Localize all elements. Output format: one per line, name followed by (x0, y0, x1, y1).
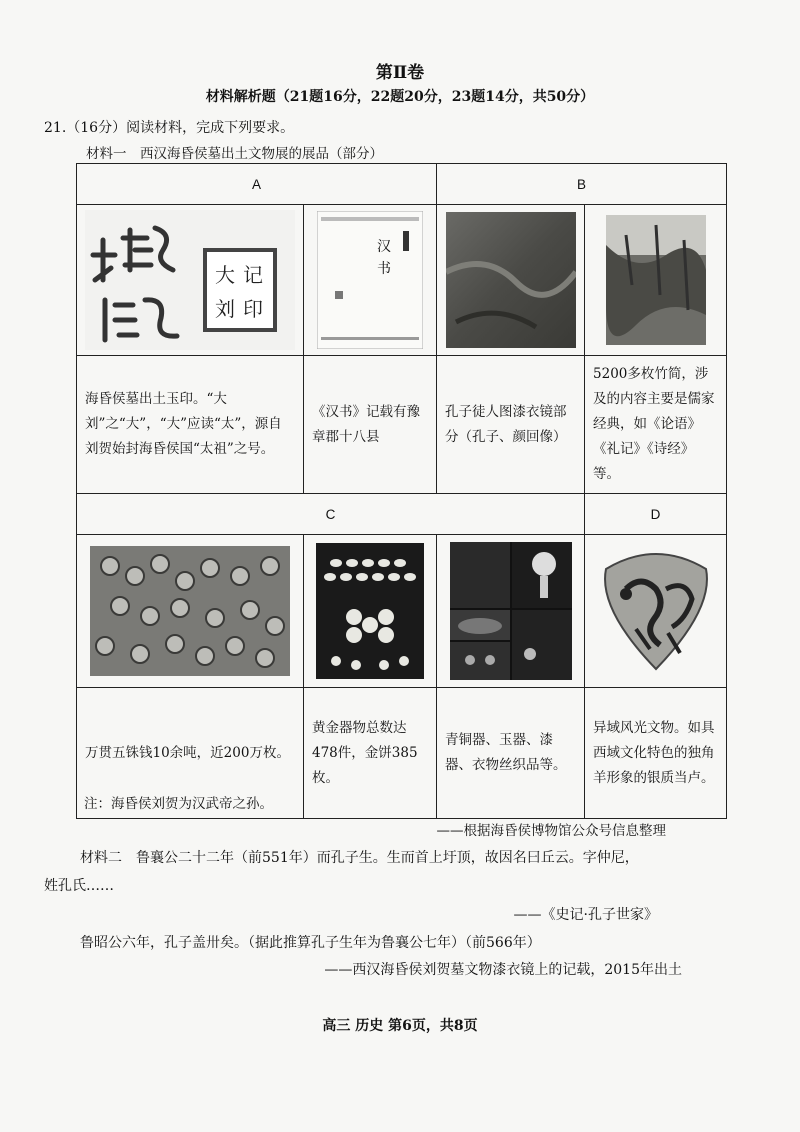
bamboo-slips-image (585, 205, 727, 356)
seal-char-ji: 记 (243, 263, 263, 287)
source-shiji: ——《史记·孔子世家》 (513, 907, 658, 923)
source-mirror-record: ——西汉海昏侯刘贺墓文物漆衣镜上的记载，2015年出土 (324, 962, 682, 978)
caption-coins: 万贯五铢钱10余吨，近200万枚。 (77, 688, 304, 819)
group-b-header: B (437, 164, 727, 205)
seal-char-big: 大 (215, 263, 235, 287)
group-c-header: C (77, 494, 585, 535)
page-footer: 高三 历史 第6页，共8页 (322, 1018, 478, 1034)
material1-title: 材料一 西汉海昏侯墓出土文物展的展品（部分） (86, 146, 383, 162)
material2-line1: 材料二 鲁襄公二十二年（前551年）而孔子生。生而首上圩顶，故因名曰丘云。字仲尼， (80, 850, 639, 866)
silver-danglu-image (585, 535, 727, 688)
caption-bamboo-slips: 5200多枚竹简，涉及的内容主要是儒家经典，如《论语》《礼记》《诗经》等。 (585, 356, 727, 494)
exhibit-table (76, 163, 727, 819)
coins-image (77, 535, 304, 688)
caption-lacquer-mirror: 孔子徒人图漆衣镜部分（孔子、颜回像） (437, 356, 585, 494)
caption-danglu: 异域风光文物。如具西域文化特色的独角羊形象的银质当卢。 (585, 688, 727, 819)
gold-items-image (304, 535, 437, 688)
material2-line3: 鲁昭公六年，孔子盖卅矣。（据此推算孔子生年为鲁襄公七年）（前566年） (80, 935, 541, 951)
seal-char-liu: 刘 (215, 297, 235, 321)
caption-hanshu: 《汉书》记载有豫章郡十八县 (304, 356, 437, 494)
source-museum: ——根据海昏侯博物馆公众号信息整理 (436, 823, 666, 839)
section-title: 材料解析题（21题16分，22题20分，23题14分，共50分） (205, 89, 595, 105)
volume-title: 第Ⅱ卷 (375, 63, 425, 83)
book-char-shu: 书 (377, 261, 391, 277)
caption-gold: 黄金器物总数达478件，金饼385枚。 (304, 688, 437, 819)
material2-line2: 姓孔氏…… (44, 878, 114, 894)
note: 注：海昏侯刘贺为汉武帝之孙。 (84, 796, 273, 812)
book-char-han: 汉 (377, 239, 391, 255)
question-prompt: 21.（16分）阅读材料，完成下列要求。 (44, 120, 295, 136)
hanshu-book-image (304, 205, 437, 356)
bronze-jade-items-image (437, 535, 585, 688)
seal-char-yin: 印 (243, 297, 263, 321)
lacquer-mirror-image (437, 205, 585, 356)
group-d-header: D (585, 494, 727, 535)
caption-bronze: 青铜器、玉器、漆器、衣物丝织品等。 (437, 688, 585, 819)
group-a-header: A (77, 164, 437, 205)
caption-jade-seal: 海昏侯墓出土玉印。“大刘”之“大”，“大”应读“太”，源自刘贺始封海昏侯国“太祖”之号。 (77, 356, 304, 494)
jade-seal-image (77, 205, 304, 356)
